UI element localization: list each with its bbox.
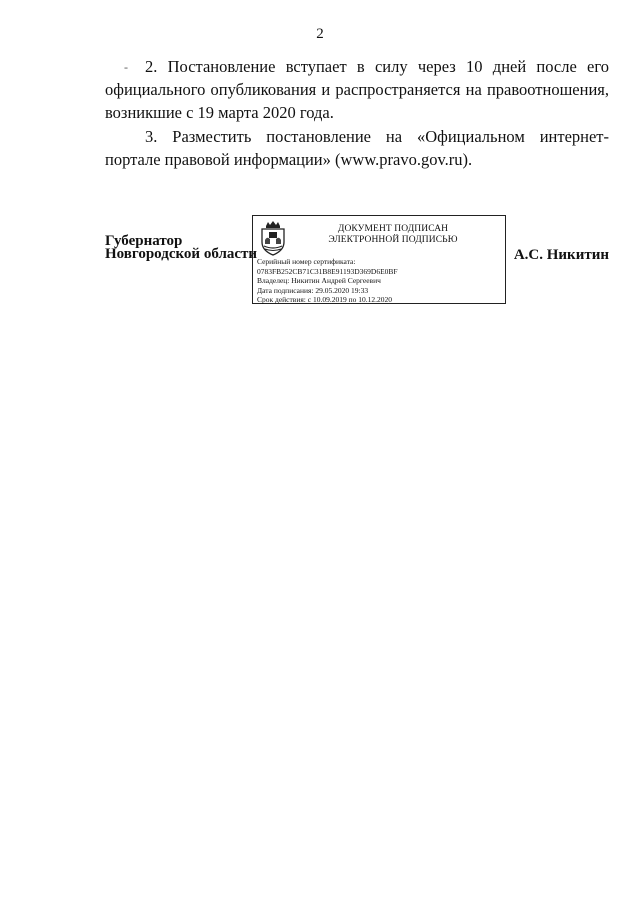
- stamp-heading-line1: ДОКУМЕНТ ПОДПИСАН: [337, 224, 449, 234]
- margin-tick-mark: -: [124, 60, 128, 74]
- stamp-serial-label: Серийный номер сертификата:: [257, 257, 356, 266]
- stamp-heading: [293, 224, 493, 246]
- signatory-title-line2: Новгородской области: [105, 246, 258, 262]
- signatory-name: А.С. Никитин: [513, 247, 609, 263]
- electronic-signature-stamp: [252, 215, 506, 304]
- page-number: 2: [316, 26, 324, 42]
- stamp-owner: Владелец: Никитин Андрей Сергеевич: [257, 276, 381, 285]
- signatory-title: [105, 235, 257, 261]
- stamp-details: [257, 257, 398, 305]
- novgorod-coat-of-arms-icon: [258, 220, 288, 256]
- paragraph-2: 2. Постановление вступает в силу через 10 дней после его официального опубликования и распространяется на правоотношения, возникшие с 19 марта 2020 года.: [105, 57, 609, 122]
- signatory-title-line1: Губернатор: [105, 233, 183, 249]
- paragraph-3: 3. Разместить постановление на «Официальном интернет-портале правовой информации» (www.pravo.gov.ru).: [105, 127, 609, 169]
- stamp-serial-value: 0783FB252CB71C31B8E91193D369D6E0BF: [257, 266, 398, 276]
- stamp-sign-date: Дата подписания: 29.05.2020 19:33: [257, 285, 369, 295]
- stamp-validity: Срок действия: с 10.09.2019 по 10.12.2020: [257, 295, 392, 304]
- signature-block: [105, 215, 609, 310]
- document-body: [105, 55, 609, 171]
- stamp-heading-line2: ЭЛЕКТРОННОЙ ПОДПИСЬЮ: [328, 235, 458, 245]
